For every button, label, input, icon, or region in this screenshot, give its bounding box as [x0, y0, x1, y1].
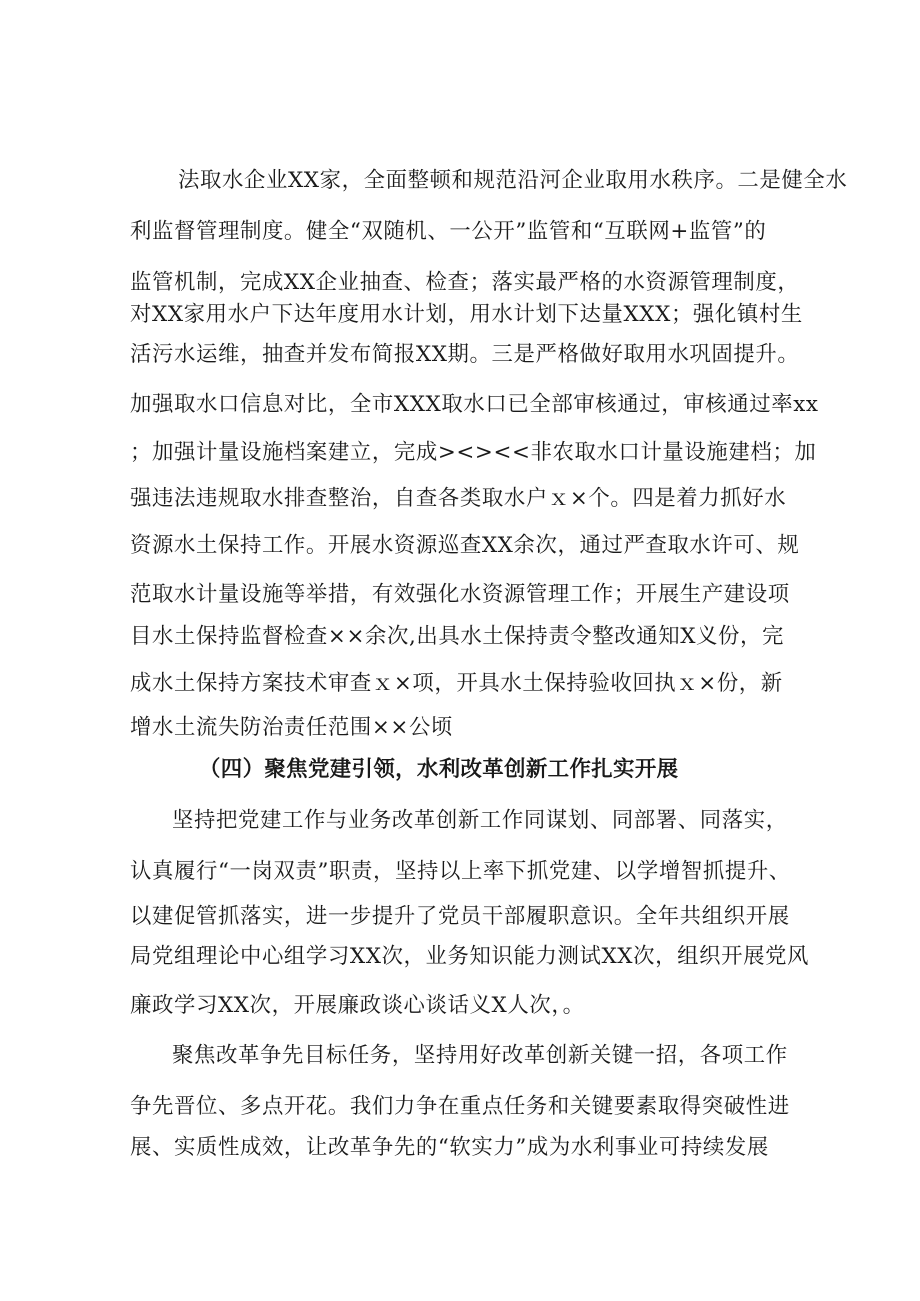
text-line: 对XX家用水户下达年度用水计划，用水计划下达量XXX；强化镇村生 [130, 302, 803, 327]
paragraph-1-line [0, 433, 920, 473]
text-line: 增水土流失防治责任范围××公顷 [130, 715, 453, 740]
section-heading [0, 750, 920, 790]
paragraph-3-line [0, 1128, 920, 1168]
paragraph-1-line [0, 708, 920, 748]
text-line: 活污水运维，抽查并发布简报XX期。三是严格做好取用水巩固提升。 [130, 342, 800, 367]
paragraph-1-line [0, 479, 920, 519]
paragraph-1-line [0, 385, 920, 425]
paragraph-3-line [0, 1036, 920, 1076]
text-line: 强违法违规取水排查整治，自查各类取水户ｘ×个。四是着力抓好水 [130, 486, 787, 511]
text-line: 成水土保持方案技术审查ｘ×项，开具水土保持验收回执ｘ×份，新 [130, 671, 783, 696]
paragraph-1-line [0, 617, 920, 657]
paragraph-3-line [0, 1087, 920, 1127]
paragraph-1-line [0, 212, 920, 252]
paragraph-2-line [0, 897, 920, 937]
text-line: 展、实质性成效，让改革争先的“软实力”成为水利事业可持续发展 [130, 1135, 769, 1160]
paragraph-1-line [0, 664, 920, 704]
text-line: 目水土保持监督检查××余次,出具水土保持责令整改通知X义份，完 [130, 624, 785, 649]
text-line: 范取水计量设施等举措，有效强化水资源管理工作；开展生产建设项 [130, 582, 790, 607]
paragraph-1-line [0, 295, 920, 335]
text-line: 加强取水口信息对比，全市XXX取水口已全部审核通过，审核通过率xx [130, 392, 819, 417]
paragraph-2-line [0, 801, 920, 841]
text-line: 监管机制，完成XX企业抽查、检查；落实最严格的水资源管理制度， [130, 270, 800, 295]
paragraph-1-line [0, 161, 920, 201]
text-line: 聚焦改革争先目标任务，坚持用好改革创新关键一招，各项工作 [172, 1043, 788, 1068]
paragraph-1-line [0, 335, 920, 375]
text-line: 争先晋位、多点开花。我们力争在重点任务和关键要素取得突破性进 [130, 1094, 790, 1119]
text-line: 局党组理论中心组学习XX次，业务知识能力测试XX次，组织开展党风 [130, 944, 810, 969]
paragraph-1-line [0, 526, 920, 566]
text-line: 认真履行“一岗双责”职责，坚持以上率下抓党建、以学增智抓提升、 [130, 859, 791, 884]
paragraph-2-line [0, 852, 920, 892]
paragraph-1-line [0, 575, 920, 615]
text-line: 利监督管理制度。健全“双随机、一公开”监管和“互联网+监管”的 [130, 219, 767, 244]
section-heading-text: （四）聚焦党建引领，水利改革创新工作扎实开展 [199, 757, 679, 782]
text-line: 坚持把党建工作与业务改革创新工作同谋划、同部署、同落实， [172, 808, 788, 833]
paragraph-2-line [0, 937, 920, 977]
text-line: 以建促管抓落实，进一步提升了党员干部履职意识。全年共组织开展 [130, 904, 790, 929]
text-line: 法取水企业XX家，全面整顿和规范沿河企业取用水秩序。二是健全水 [178, 168, 848, 193]
text-line: 廉政学习XX次，开展廉政谈心谈话义X人次，。 [130, 993, 585, 1018]
text-line: 资源水土保持工作。开展水资源巡查XX余次，通过严查取水许可、规 [130, 533, 800, 558]
text-line: ；加强计量设施档案建立，完成><><<非农取水口计量设施建档；加 [130, 440, 817, 465]
paragraph-2-line [0, 986, 920, 1026]
